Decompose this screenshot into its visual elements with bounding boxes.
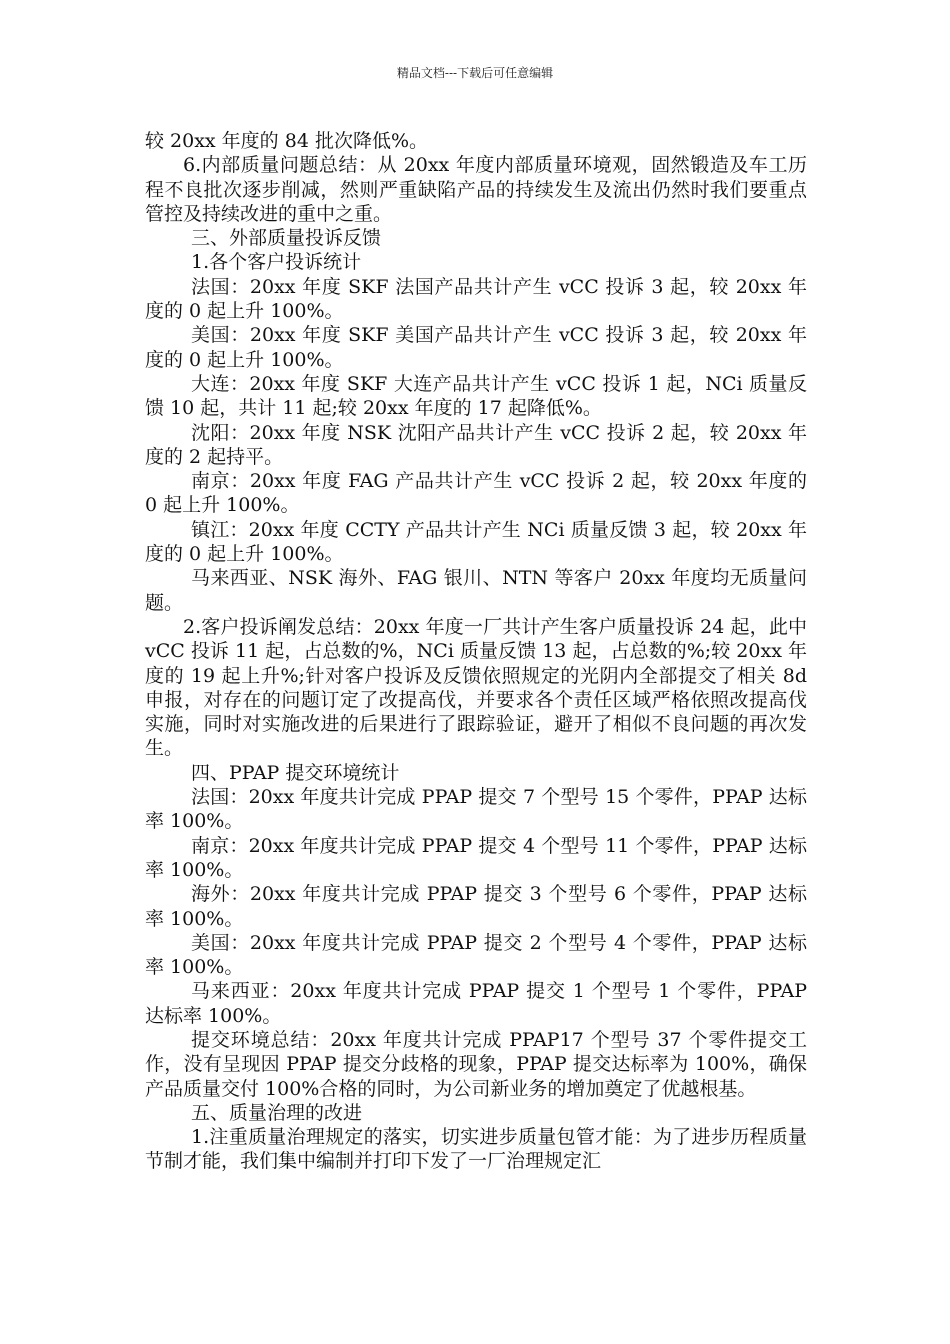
paragraph-usa: 美国：20xx 年度 SKF 美国产品共计产生 vCC 投诉 3 起，较 20xx 年度的 0 起上升 100%。 bbox=[145, 324, 807, 371]
paragraph-nanjing: 南京：20xx 年度 FAG 产品共计产生 vCC 投诉 2 起，较 20xx 年度的 0 起上升 100%。 bbox=[145, 470, 807, 517]
paragraph-zhenjiang: 镇江：20xx 年度 CCTY 产品共计产生 NCi 质量反馈 3 起，较 20xx 年度的 0 起上升 100%。 bbox=[145, 518, 807, 566]
document-body bbox=[145, 129, 807, 1174]
paragraph-internal-summary: 6.内部质量问题总结：从 20xx 年度内部质量环境观，固然锻造及车工历程不良批次逐步削减，然则严重缺陷产品的持续发生及流出仍然时我们要重点管控及持续改进的重中之重。 bbox=[145, 154, 807, 225]
paragraph-ppap-overseas: 海外：20xx 年度共计完成 PPAP 提交 3 个型号 6 个零件，PPAP 达标率 100%。 bbox=[145, 883, 807, 930]
section-heading-ppap: 四、PPAP 提交环境统计 bbox=[191, 761, 400, 784]
paragraph-france: 法国：20xx 年度 SKF 法国产品共计产生 vCC 投诉 3 起，较 20xx 年度的 0 起上升 100%。 bbox=[145, 275, 807, 323]
paragraph-continuation: 较 20xx 年度的 84 批次降低%。 bbox=[145, 130, 428, 152]
paragraph-other-customers: 马来西亚、NSK 海外、FAG 银川、NTN 等客户 20xx 年度均无质量问题。 bbox=[145, 567, 807, 614]
paragraph-shenyang: 沈阳：20xx 年度 NSK 沈阳产品共计产生 vCC 投诉 2 起，较 20xx 年度的 2 起持平。 bbox=[145, 421, 807, 468]
paragraph-ppap-usa: 美国：20xx 年度共计完成 PPAP 提交 2 个型号 4 个零件，PPAP 达标率 100%。 bbox=[145, 931, 807, 979]
paragraph-quality-management-1: 1.注重质量治理规定的落实，切实进步质量包管才能：为了进步历程质量节制才能，我们集中编制并打印下发了一厂治理规定汇 bbox=[145, 1126, 807, 1173]
paragraph-dalian: 大连：20xx 年度 SKF 大连产品共计产生 vCC 投诉 1 起，NCi 质量反馈 10 起，共计 11 起;较 20xx 年度的 17 起降低%。 bbox=[145, 372, 807, 420]
page-header: 精品文档---下载后可任意编辑 bbox=[396, 66, 554, 80]
paragraph-ppap-france: 法国：20xx 年度共计完成 PPAP 提交 7 个型号 15 个零件，PPAP 达标率 100%。 bbox=[145, 786, 807, 833]
subheading-customer-complaints: 1.各个客户投诉统计 bbox=[191, 251, 362, 274]
paragraph-ppap-summary: 提交环境总结：20xx 年度共计完成 PPAP17 个型号 37 个零件提交工作，没有呈现因 PPAP 提交分歧格的现象，PPAP 提交达标率为 100%，确保产品质量交付 100%合格的同时，为公司新业务的增加奠定了优越根基。 bbox=[145, 1028, 807, 1100]
paragraph-ppap-nanjing: 南京：20xx 年度共计完成 PPAP 提交 4 个型号 11 个零件，PPAP 达标率 100%。 bbox=[145, 834, 807, 881]
paragraph-complaint-summary: 2.客户投诉阐发总结：20xx 年度一厂共计产生客户质量投诉 24 起，此中 vCC 投诉 11 起，占总数的%，NCi 质量反馈 13 起，占总数的%;较 20xx 年度的 19 起上升%;针对客户投诉及反馈依照规定的光阴内全部提交了相关 8d 申报，对存在的问题订定了改提高伐，并要求各个责任区域严格依照改提高伐实施，同时对实施改进的后果进行了跟踪验证，避开了相似不良问题的再次发生。 bbox=[145, 615, 807, 760]
section-heading-external-complaints: 三、外部质量投诉反馈 bbox=[191, 227, 382, 250]
paragraph-ppap-malaysia: 马来西亚：20xx 年度共计完成 PPAP 提交 1 个型号 1 个零件，PPAP 达标率 100%。 bbox=[145, 980, 807, 1027]
section-heading-quality-management: 五、质量治理的改进 bbox=[191, 1101, 363, 1124]
